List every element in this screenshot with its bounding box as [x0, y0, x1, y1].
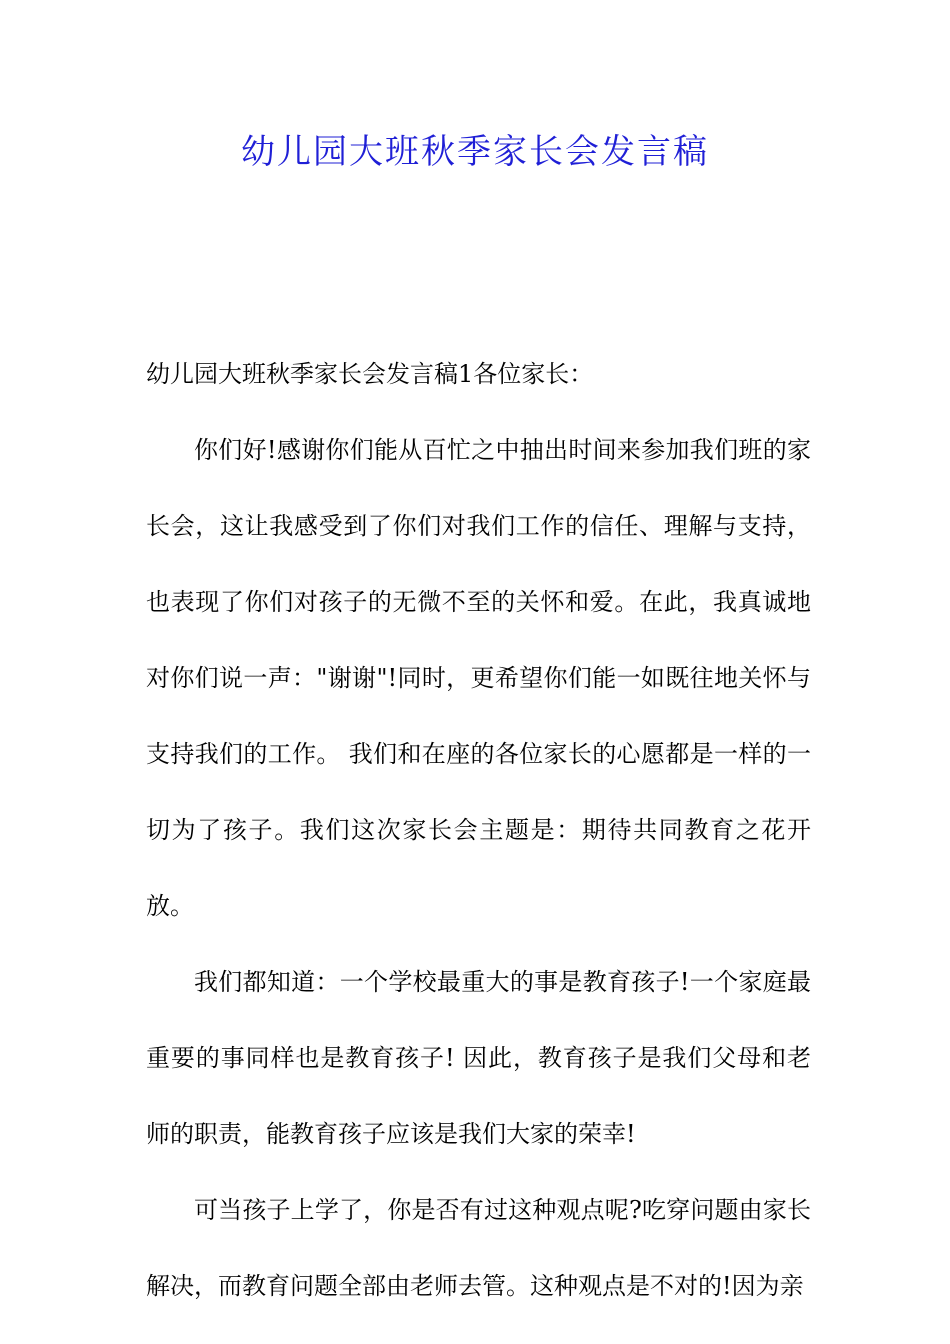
- document-title: 幼儿园大班秋季家长会发言稿: [241, 132, 709, 172]
- paragraph-greeting: 你们好!感谢你们能从百忙之中抽出时间来参加我们班的家长会，这让我感受到了你们对我们工作的信任、理解与支持，也表现了你们对孩子的无微不至的关怀和爱。在此，我真诚地对你们说一声："谢谢"!同时，更希望你们能一如既往地关怀与支持我们的工作。 我们和在座的各位家长的心愿都是一样的一切为了孩子。我们这次家长会主题是：期待共同教育之花开放。: [146, 436, 811, 920]
- paragraph-education-duty: 我们都知道：一个学校最重大的事是教育孩子!一个家庭最重要的事同样也是教育孩子! 因此，教育孩子是我们父母和老师的职责，能教育孩子应该是我们大家的荣幸!: [146, 968, 811, 1148]
- document-body: [146, 336, 811, 1324]
- paragraph-salutation: 幼儿园大班秋季家长会发言稿1各位家长：: [146, 360, 594, 388]
- paragraph-misconception: 可当孩子上学了，你是否有过这种观点呢?吃穿问题由家长解决，而教育问题全部由老师去管。这种观点是不对的!因为亲: [146, 1196, 811, 1300]
